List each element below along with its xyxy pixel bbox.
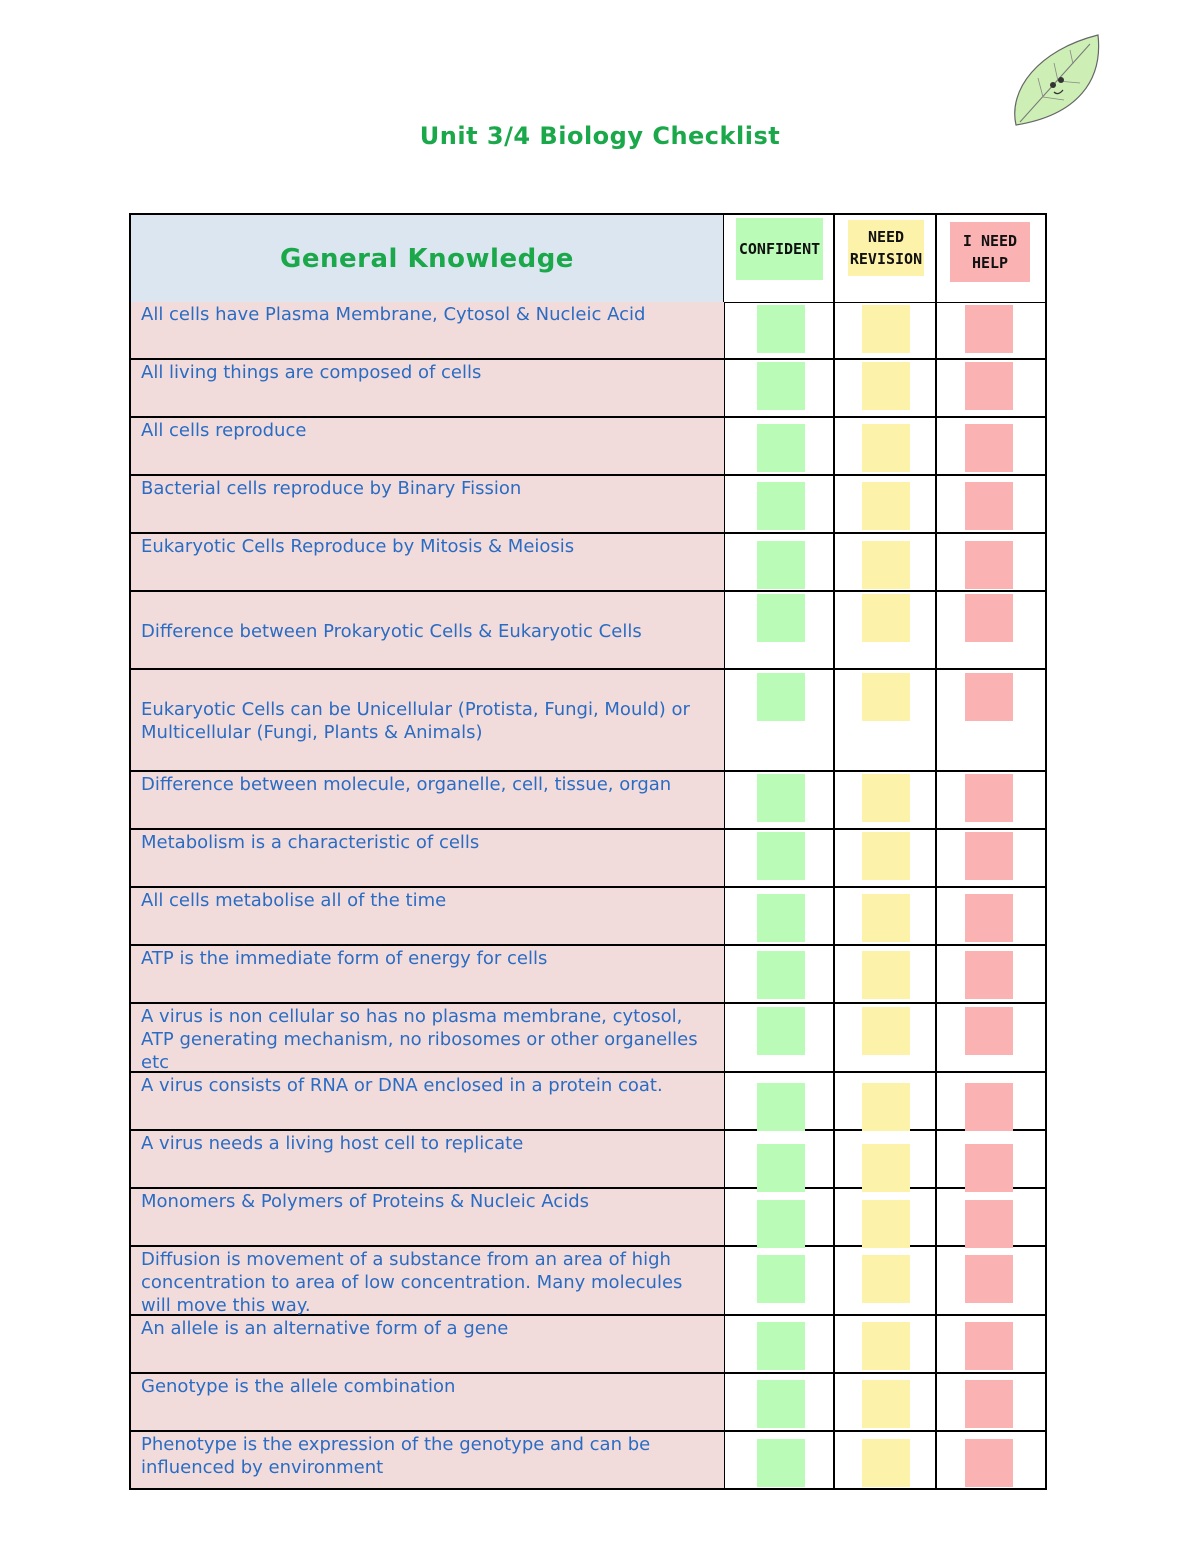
checklist-item-text xyxy=(129,1004,725,1071)
checklist-item-text xyxy=(129,830,725,886)
table-row xyxy=(129,418,1047,476)
i-need-help-checkbox[interactable] xyxy=(965,482,1013,530)
checklist-item-label: Eukaryotic Cells Reproduce by Mitosis & Meiosis xyxy=(141,536,575,557)
checklist-item-text xyxy=(129,418,725,474)
checklist-item-text xyxy=(129,1374,725,1430)
checklist-item-label: Diffusion is movement of a substance from an area of high concentration to area of low concentration. Many molecules will move this way. xyxy=(141,1249,683,1316)
checklist-item-text xyxy=(129,1073,725,1129)
checklist-item-text xyxy=(129,1131,725,1187)
checklist-item-text xyxy=(129,360,725,416)
table-row xyxy=(129,1374,1047,1432)
need-revision-checkbox[interactable] xyxy=(862,541,910,589)
need-revision-label-1: NEED xyxy=(867,228,905,246)
checklist-item-text xyxy=(129,1316,725,1372)
checklist-item-label: Genotype is the allele combination xyxy=(141,1376,456,1397)
checklist-item-label: All cells reproduce xyxy=(141,420,307,441)
i-need-help-checkbox[interactable] xyxy=(965,541,1013,589)
checklist-item-label: Monomers & Polymers of Proteins & Nucleic Acids xyxy=(141,1191,590,1212)
checklist-item-text xyxy=(129,592,725,668)
checklist-table xyxy=(129,213,1047,1490)
confident-checkbox[interactable] xyxy=(757,832,805,880)
i-need-help-checkbox[interactable] xyxy=(965,894,1013,942)
checklist-item-label: Bacterial cells reproduce by Binary Fission xyxy=(141,478,522,499)
need-revision-checkbox[interactable] xyxy=(862,774,910,822)
i-need-help-checkbox[interactable] xyxy=(965,362,1013,410)
i-need-help-checkbox[interactable] xyxy=(965,1439,1013,1487)
i-need-help-checkbox[interactable] xyxy=(965,1322,1013,1370)
checklist-item-label: Eukaryotic Cells can be Unicellular (Protista, Fungi, Mould) or Multicellular (Fungi, Plants & Animals) xyxy=(141,699,690,743)
checklist-item-label: Difference between Prokaryotic Cells & Eukaryotic Cells xyxy=(141,621,642,642)
need-revision-checkbox[interactable] xyxy=(862,362,910,410)
confident-checkbox[interactable] xyxy=(757,424,805,472)
confident-checkbox[interactable] xyxy=(757,1439,805,1487)
need-revision-checkbox[interactable] xyxy=(862,1380,910,1428)
table-row xyxy=(129,1189,1047,1247)
table-row xyxy=(129,772,1047,830)
table-row xyxy=(129,592,1047,670)
need-revision-checkbox[interactable] xyxy=(862,832,910,880)
i-need-help-label-2: HELP xyxy=(971,254,1009,272)
checklist-item-label: Difference between molecule, organelle, cell, tissue, organ xyxy=(141,774,672,795)
table-row xyxy=(129,534,1047,592)
i-need-help-checkbox[interactable] xyxy=(965,1200,1013,1248)
table-header xyxy=(129,213,1047,303)
table-row xyxy=(129,1131,1047,1189)
confident-checkbox[interactable] xyxy=(757,541,805,589)
need-revision-checkbox[interactable] xyxy=(862,1007,910,1055)
confident-checkbox[interactable] xyxy=(757,1083,805,1131)
checklist-item-label: All living things are composed of cells xyxy=(141,362,482,383)
need-revision-checkbox[interactable] xyxy=(862,1322,910,1370)
table-row xyxy=(129,302,1047,360)
column-divider xyxy=(833,213,835,1490)
need-revision-checkbox[interactable] xyxy=(862,1200,910,1248)
need-revision-checkbox[interactable] xyxy=(862,673,910,721)
checklist-item-label: An allele is an alternative form of a gene xyxy=(141,1318,509,1339)
confident-checkbox[interactable] xyxy=(757,1380,805,1428)
i-need-help-checkbox[interactable] xyxy=(965,951,1013,999)
i-need-help-checkbox[interactable] xyxy=(965,1007,1013,1055)
table-row xyxy=(129,1073,1047,1131)
table-right-border xyxy=(1045,213,1047,1490)
checklist-item-label: A virus consists of RNA or DNA enclosed in a protein coat. xyxy=(141,1075,663,1096)
need-revision-checkbox[interactable] xyxy=(862,894,910,942)
table-row xyxy=(129,830,1047,888)
confident-checkbox[interactable] xyxy=(757,1007,805,1055)
confident-checkbox[interactable] xyxy=(757,1200,805,1248)
need-revision-checkbox[interactable] xyxy=(862,951,910,999)
table-row xyxy=(129,888,1047,946)
i-need-help-checkbox[interactable] xyxy=(965,1255,1013,1303)
need-revision-checkbox[interactable] xyxy=(862,1255,910,1303)
table-row xyxy=(129,1316,1047,1374)
confident-checkbox[interactable] xyxy=(757,482,805,530)
i-need-help-checkbox[interactable] xyxy=(965,1380,1013,1428)
i-need-help-checkbox[interactable] xyxy=(965,1083,1013,1131)
checklist-item-text xyxy=(129,1432,725,1488)
need-revision-checkbox[interactable] xyxy=(862,1144,910,1192)
table-row xyxy=(129,476,1047,534)
need-revision-checkbox[interactable] xyxy=(862,1439,910,1487)
checklist-item-text xyxy=(129,946,725,1002)
confident-checkbox[interactable] xyxy=(757,1255,805,1303)
i-need-help-checkbox[interactable] xyxy=(965,594,1013,642)
need-revision-checkbox[interactable] xyxy=(862,424,910,472)
checklist-item-label: ATP is the immediate form of energy for cells xyxy=(141,948,548,969)
confident-checkbox[interactable] xyxy=(757,774,805,822)
checklist-item-text xyxy=(129,302,725,358)
need-revision-checkbox[interactable] xyxy=(862,594,910,642)
leaf-logo xyxy=(998,30,1108,130)
i-need-help-checkbox[interactable] xyxy=(965,774,1013,822)
table-row xyxy=(129,670,1047,772)
checklist-item-text xyxy=(129,1189,725,1245)
checklist-item-text xyxy=(129,772,725,828)
i-need-help-checkbox[interactable] xyxy=(965,673,1013,721)
i-need-help-checkbox[interactable] xyxy=(965,424,1013,472)
confident-checkbox[interactable] xyxy=(757,362,805,410)
i-need-help-checkbox[interactable] xyxy=(965,305,1013,353)
table-row xyxy=(129,946,1047,1004)
leaf-icon xyxy=(998,30,1108,130)
need-revision-checkbox[interactable] xyxy=(862,482,910,530)
confident-checkbox[interactable] xyxy=(757,951,805,999)
column-header-need-revision xyxy=(848,220,924,276)
checklist-item-text xyxy=(129,1247,725,1314)
checklist-item-text xyxy=(129,476,725,532)
checklist-item-label: All cells have Plasma Membrane, Cytosol & Nucleic Acid xyxy=(141,304,646,325)
checklist-item-label: All cells metabolise all of the time xyxy=(141,890,447,911)
column-header-i-need-help xyxy=(950,222,1030,282)
section-header: General Knowledge xyxy=(129,215,724,303)
checklist-item-label: Phenotype is the expression of the genotype and can be influenced by environment xyxy=(141,1434,651,1478)
i-need-help-label-1: I NEED xyxy=(962,232,1018,250)
need-revision-checkbox[interactable] xyxy=(862,305,910,353)
table-row xyxy=(129,360,1047,418)
i-need-help-checkbox[interactable] xyxy=(965,832,1013,880)
checklist-item-label: A virus is non cellular so has no plasma membrane, cytosol, ATP generating mechanism, no ribosomes or other organelles etc xyxy=(141,1006,698,1073)
checklist-item-text xyxy=(129,888,725,944)
column-header-confident xyxy=(736,218,823,280)
need-revision-label-2: REVISION xyxy=(849,250,923,268)
confident-checkbox[interactable] xyxy=(757,305,805,353)
confident-checkbox[interactable] xyxy=(757,673,805,721)
checklist-item-text xyxy=(129,670,725,770)
checklist-item-label: A virus needs a living host cell to replicate xyxy=(141,1133,524,1154)
need-revision-checkbox[interactable] xyxy=(862,1083,910,1131)
column-divider xyxy=(935,213,937,1490)
confident-checkbox[interactable] xyxy=(757,1322,805,1370)
page-title: Unit 3/4 Biology Checklist xyxy=(419,122,781,150)
i-need-help-checkbox[interactable] xyxy=(965,1144,1013,1192)
confident-checkbox[interactable] xyxy=(757,594,805,642)
checklist-item-text xyxy=(129,534,725,590)
checklist-item-label: Metabolism is a characteristic of cells xyxy=(141,832,480,853)
table-row xyxy=(129,1004,1047,1073)
confident-checkbox[interactable] xyxy=(757,894,805,942)
table-row xyxy=(129,1247,1047,1316)
table-bottom-border xyxy=(129,1488,1047,1490)
table-row xyxy=(129,1432,1047,1490)
confident-label: CONFIDENT xyxy=(738,240,821,258)
confident-checkbox[interactable] xyxy=(757,1144,805,1192)
